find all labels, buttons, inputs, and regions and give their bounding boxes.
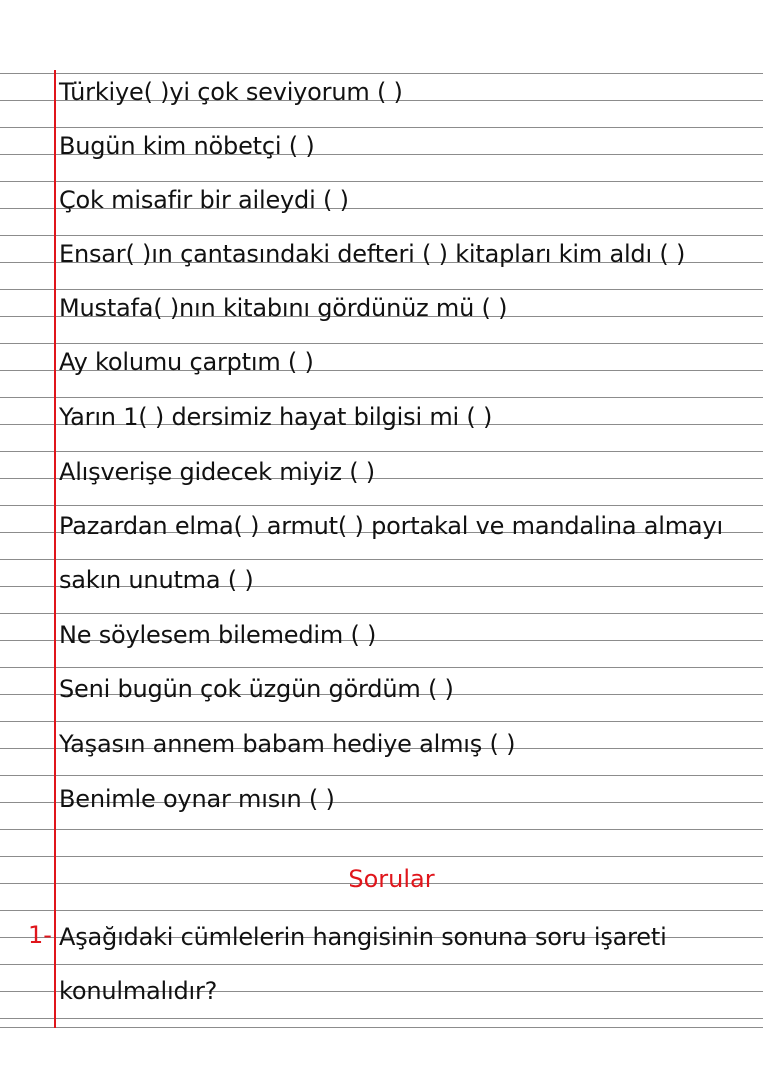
- questions-heading: Sorular: [348, 865, 435, 893]
- ruled-line: [0, 775, 763, 776]
- sentence-line: Ay kolumu çarptım ( ): [59, 348, 314, 376]
- ruled-line: [0, 235, 763, 236]
- sentence-line: Mustafa( )nın kitabını gördünüz mü ( ): [59, 294, 508, 322]
- sentence-line: Çok misafir bir aileydi ( ): [59, 186, 349, 214]
- sentence-line: Ensar( )ın çantasındaki defteri ( ) kitapları kim aldı ( ): [59, 240, 686, 268]
- ruled-line: [0, 289, 763, 290]
- question-text-line: Aşağıdaki cümlelerin hangisinin sonuna soru işareti: [59, 923, 667, 951]
- ruled-line: [0, 73, 763, 74]
- sentence-line: Ne söylesem bilemedim ( ): [59, 621, 377, 649]
- ruled-line: [0, 1027, 763, 1028]
- sentence-line: Türkiye( )yi çok seviyorum ( ): [59, 78, 403, 106]
- sentence-line: Alışverişe gidecek miyiz ( ): [59, 458, 375, 486]
- sentence-line: sakın unutma ( ): [59, 566, 254, 594]
- sentence-line: Yarın 1( ) dersimiz hayat bilgisi mi ( ): [59, 403, 493, 431]
- ruled-line: [0, 721, 763, 722]
- ruled-line: [0, 397, 763, 398]
- sentence-line: Yaşasın annem babam hediye almış ( ): [59, 730, 516, 758]
- sentence-line: Seni bugün çok üzgün gördüm ( ): [59, 675, 454, 703]
- sentence-line: Pazardan elma( ) armut( ) portakal ve mandalina almayı: [59, 512, 723, 540]
- ruled-line: [0, 181, 763, 182]
- ruled-line: [0, 829, 763, 830]
- ruled-line: [0, 505, 763, 506]
- ruled-line: [0, 559, 763, 560]
- ruled-line: [0, 964, 763, 965]
- ruled-line: [0, 910, 763, 911]
- question-number: 1-: [28, 921, 52, 949]
- sentence-line: Bugün kim nöbetçi ( ): [59, 132, 315, 160]
- sentence-line: Benimle oynar mısın ( ): [59, 785, 335, 813]
- question-text-line: konulmalıdır?: [59, 977, 218, 1005]
- ruled-line: [0, 667, 763, 668]
- ruled-line: [0, 856, 763, 857]
- ruled-line: [0, 1018, 763, 1019]
- ruled-line: [0, 127, 763, 128]
- ruled-line: [0, 343, 763, 344]
- ruled-line: [0, 451, 763, 452]
- ruled-line: [0, 613, 763, 614]
